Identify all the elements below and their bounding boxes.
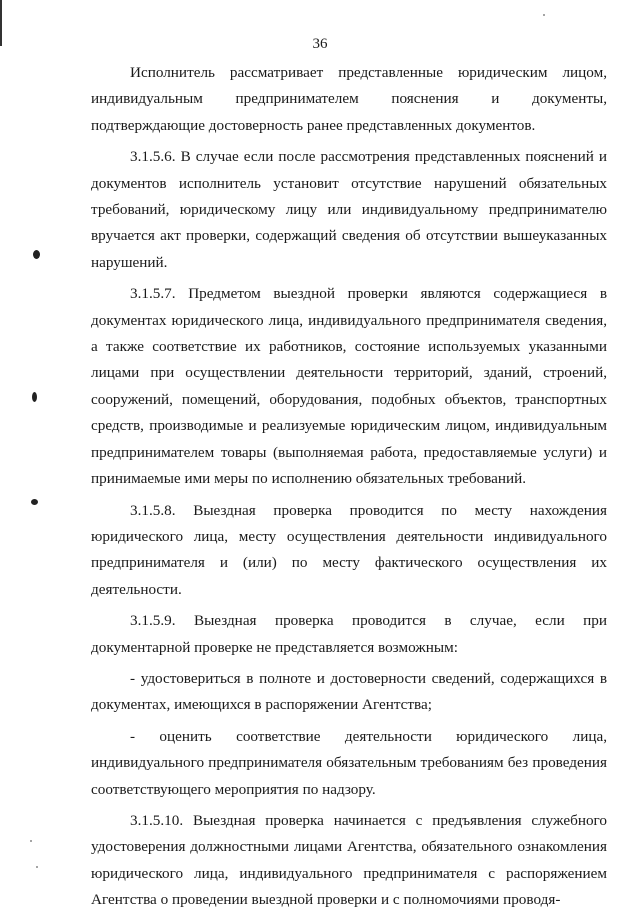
scan-punch-mark [32, 392, 37, 402]
paragraph-3-1-5-7: 3.1.5.7. Предметом выездной проверки являются содержащиеся в документах юридического лица, индивидуального предпринимателя сведения, а также соответствие их работников, состояние используемых указанными лицами при осуществлении деятельности территорий, зданий, строений, сооружений, помещений, оборудования, подобных объектов, транспортных средств, производимые и реализуемые юридическим лицом, индивидуальным предпринимателем товары (выполняемая работа, предоставляемые услуги) и принимаемые ими меры по исполнению обязательных требований. [91, 285, 607, 488]
scan-speck [36, 866, 38, 868]
page-number: 36 [312, 36, 328, 52]
scan-speck [543, 14, 545, 16]
scan-punch-mark [33, 250, 40, 259]
list-item-assess: - оценить соответствие деятельности юридического лица, индивидуального предпринимателя обязательным требованиям без проведения соответствующего мероприятия по надзору. [91, 727, 607, 798]
paragraph-3-1-5-10: 3.1.5.10. Выездная проверка начинается с предъявления служебного удостоверения должностными лицами Агентства, обязательного ознакомления юридического лица, индивидуального предпринимателя с распоряжением Агентства о проведении выездной проверки и с полномочиями проводя- [91, 811, 607, 909]
paragraph-3-1-5-8: 3.1.5.8. Выездная проверка проводится по месту нахождения юридического лица, месту осуществления деятельности индивидуального предпринимателя и (или) по месту фактического осуществления их деятельности. [91, 501, 607, 598]
scan-speck [30, 840, 32, 842]
paragraph-3-1-5-6: 3.1.5.6. В случае если после рассмотрения представленных пояснений и документов исполнитель установит отсутствие нарушений обязательных требований, юридическому лицу или индивидуальному предпринимателю вручается акт проверки, содержащий сведения об отсутствии вышеуказанных нарушений. [91, 148, 607, 271]
list-item-verify: - удостовериться в полноте и достоверности сведений, содержащихся в документах, имеющихся в распоряжении Агентства; [91, 669, 607, 714]
document-body [91, 60, 607, 919]
scan-punch-mark [31, 499, 38, 505]
paragraph-intro: Исполнитель рассматривает представленные юридическим лицом, индивидуальным предпринимателем пояснения и документы, подтверждающие достоверность ранее представленных документов. [91, 64, 607, 134]
paragraph-3-1-5-9: 3.1.5.9. Выездная проверка проводится в случае, если при документарной проверке не представляется возможным: [91, 612, 607, 656]
